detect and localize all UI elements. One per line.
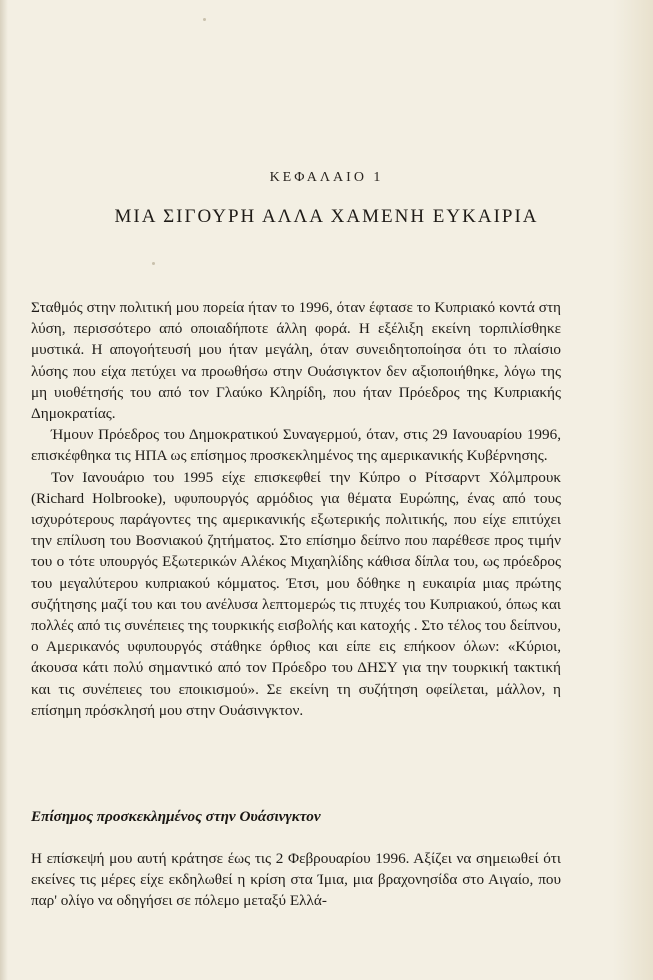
- paper-speck: [152, 262, 155, 265]
- section-paragraph: Η επίσκεψή μου αυτή κράτησε έως τις 2 Φεβρουαρίου 1996. Αξίζει να σημειωθεί ότι εκείνες τις μέρες είχε εκδηλωθεί η κρίση στα Ίμια, μια βραχονησίδα στο Αιγαίο, που παρ' ολίγο να οδηγήσει σε πόλεμο μεταξύ Ελλά-: [31, 850, 561, 910]
- chapter-label: ΚΕΦΑΛΑΙΟ 1: [269, 170, 384, 185]
- section-body: [31, 848, 561, 912]
- page-left-edge: [0, 0, 8, 980]
- chapter-title: ΜΙΑ ΣΙΓΟΥΡΗ ΑΛΛΑ ΧΑΜΕΝΗ ΕΥΚΑΙΡΙΑ: [114, 206, 539, 227]
- paragraph-2: Ήμουν Πρόεδρος του Δημοκρατικού Συναγερμού, όταν, στις 29 Ιανουαρίου 1996, επισκέφθηκα τις ΗΠΑ ως επίσημος προσκεκλημένος της αμερικανικής Κυβέρνησης.: [31, 426, 561, 465]
- paragraph-1: Σταθμός στην πολιτική μου πορεία ήταν το 1996, όταν έφτασε το Κυπριακό κοντά στη λύση, περισσότερο από οποιαδήποτε άλλη φορά. Η εξέλιξη εκείνη τορπιλίσθηκε μυστικά. Η απογοήτευσή μου ήταν μεγάλη, όταν συνειδητοποίησα ότι το πλαίσιο λύσης που είχα πετύχει να προωθήσω στην Ουάσιγκτον δεν αξιοποιήθηκε, λόγω της μη υιοθέτησής του από τον Γλαύκο Κληρίδη, που ήταν Πρόεδρος της Κυπριακής Δημοκρατίας.: [31, 299, 561, 423]
- chapter-body: [31, 297, 561, 721]
- paragraph-3: Τον Ιανουάριο του 1995 είχε επισκεφθεί την Κύπρο ο Ρίτσαρντ Χόλμπρουκ (Richard Holbrooke), υφυπουργός αρμόδιος για θέματα Ευρώπης, ένας από τους ισχυρότερους παράγοντες της αμερικανικής εξωτερικής πολιτικής, που είχε επιτύχει την επίλυση του Βοσνιακού ζητήματος. Στο επίσημο δείπνο που παρέθεσε προς τιμήν του ο τότε υπουργός Εξωτερικών Αλέκος Μιχαηλίδης κάθισα δίπλα του, ως πρόεδρος του μεγαλύτερου κυπριακού κόμματος. Έτσι, μου δόθηκε η ευκαιρία μιας πρώτης συζήτησης μαζί του και του ανέλυσα λεπτομερώς τις πτυχές του Κυπριακού, όπως και πολλές από τις συνέπειες της τουρκικής εισβολής και κατοχής . Στο τέλος του δείπνου, ο Αμερικανός υφυπουργός στάθηκε όρθιος και είπε εις επήκοον όλων: «Κύριοι, άκουσα κάτι πολύ σημαντικό από τον Πρόεδρο του ΔΗΣΥ για την τουρκική τακτική και τις συνέπειες του εποικισμού». Σε εκείνη τη συζήτηση οφείλεται, μάλλον, η επίσημη πρόσκλησή μου στην Ουάσινγκτον.: [31, 468, 561, 719]
- section-heading: Επίσημος προσκεκλημένος στην Ουάσινγκτον: [31, 808, 321, 825]
- paper-speck: [203, 18, 206, 21]
- page-right-shade: [613, 0, 653, 980]
